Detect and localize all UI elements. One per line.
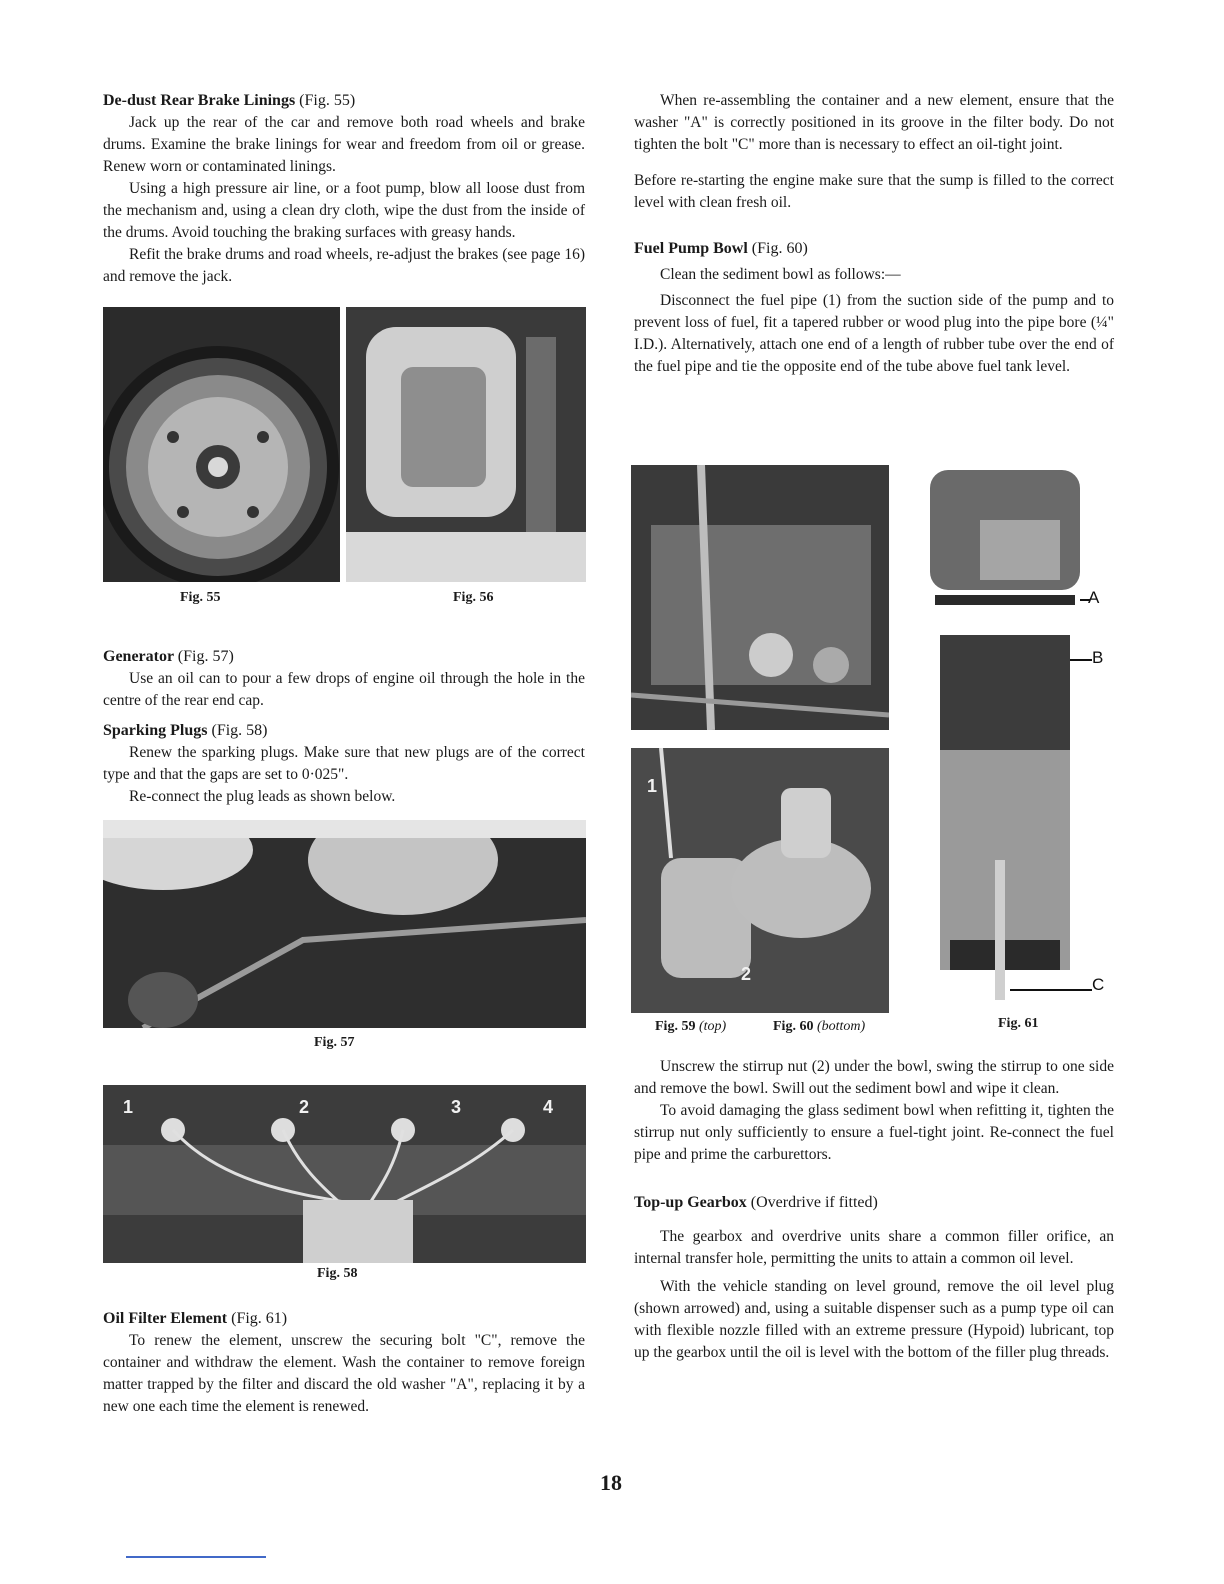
dedust-p3: Refit the brake drums and road wheels, re-adjust the brakes (see page 16) and remove the jack. <box>103 246 585 285</box>
oilfilter-title: Oil Filter Element <box>103 1310 228 1327</box>
dedust-title: De-dust Rear Brake Linings <box>103 92 296 109</box>
generator-illustration <box>103 820 586 1028</box>
fig61-label-c: C <box>1092 975 1105 994</box>
dedust-heading <box>103 90 585 112</box>
fig58-label-2: 2 <box>299 1097 310 1117</box>
fig58-label-3: 3 <box>451 1097 462 1117</box>
fig59-note: (top) <box>698 1019 727 1034</box>
fig55-caption: Fig. 55 <box>180 590 221 605</box>
dedust-p2: Using a high pressure air line, or a foot pump, blow all loose dust from the mechanism and, using a clean dry cloth, wipe the dust from the inside of the drums. Avoid touching the braking surfaces with greasy hands. <box>103 180 585 241</box>
stirrup-p2: To avoid damaging the glass sediment bowl when refitting it, tighten the stirrup nut only sufficiently to ensure a fuel-tight joint. Re-connect the fuel pipe and prime the carburettors. <box>634 1102 1114 1163</box>
plugs-title: Sparking Plugs <box>103 722 208 739</box>
oil-filter-illustration <box>920 460 1110 1020</box>
fig58-label-1: 1 <box>123 1097 134 1117</box>
fig57-caption: Fig. 57 <box>314 1035 355 1050</box>
plugs-p2: Re-connect the plug leads as shown below. <box>129 788 396 805</box>
brake-drum-illustration <box>103 307 340 582</box>
oilfilter-p1: To renew the element, unscrew the securing bolt "C", remove the container and withdraw the element. Wash the container to remove foreign matter trapped by the filter and discard the old washer "A", replacing it by a new one each time the element is renewed. <box>103 1332 585 1415</box>
fig60-label: Fig. 60 <box>773 1019 814 1034</box>
section-reassembly <box>634 90 1114 378</box>
fig60-caption <box>773 1019 865 1035</box>
gearbox-ref: (Overdrive if fitted) <box>750 1194 878 1211</box>
brake-caliper-illustration <box>346 307 586 582</box>
reassembly-p1: When re-assembling the container and a new element, ensure that the washer "A" is correctly positioned in its groove in the filter body. Do not tighten the bolt "C" more than is necessary to effect an oil-tight joint. <box>634 92 1114 153</box>
section-generator <box>103 646 585 808</box>
fig60-photo <box>631 748 889 1013</box>
fig58-caption: Fig. 58 <box>317 1266 358 1281</box>
fuel-pump-illustration <box>631 748 889 1013</box>
plugs-p1: Renew the sparking plugs. Make sure that new plugs are of the correct type and that the gaps are set to 0·025". <box>103 744 585 783</box>
stirrup-p1: Unscrew the stirrup nut (2) under the bowl, swing the stirrup to one side and remove the bowl. Swill out the sediment bowl and wipe it clean. <box>634 1058 1114 1097</box>
gearbox-p1: The gearbox and overdrive units share a common filler orifice, an internal transfer hole, permitting the units to attain a common oil level. <box>634 1228 1114 1267</box>
gearbox-heading <box>634 1192 1114 1214</box>
oilfilter-heading <box>103 1308 585 1330</box>
fuelpump-title: Fuel Pump Bowl <box>634 240 748 257</box>
fig61-diagram <box>920 460 1110 1020</box>
section-stirrup <box>634 1056 1114 1364</box>
fig60-label-1: 1 <box>647 776 658 796</box>
generator-p1: Use an oil can to pour a few drops of engine oil through the hole in the centre of the rear end cap. <box>103 670 585 709</box>
reassembly-p2: Before re-starting the engine make sure that the sump is filled to the correct level with clean fresh oil. <box>634 172 1114 211</box>
fig60-label-2: 2 <box>741 964 752 984</box>
gearbox-title: Top-up Gearbox <box>634 1194 747 1211</box>
dedust-p1: Jack up the rear of the car and remove both road wheels and brake drums. Examine the brake linings for wear and freedom from oil or grease. Renew worn or contaminated linings. <box>103 114 585 175</box>
fig57-photo <box>103 820 586 1028</box>
page-number: 18 <box>600 1470 622 1495</box>
fig59-caption <box>655 1019 726 1035</box>
generator-heading <box>103 646 585 668</box>
fig58-label-4: 4 <box>543 1097 554 1117</box>
fig58-photo <box>103 1085 586 1263</box>
engine-top-illustration <box>631 465 889 730</box>
fig55-photo <box>103 307 340 582</box>
plugs-heading <box>103 720 585 742</box>
spark-plugs-illustration <box>103 1085 586 1263</box>
section-oilfilter <box>103 1308 585 1418</box>
fuelpump-p2: Disconnect the fuel pipe (1) from the suction side of the pump and to prevent loss of fuel, fit a tapered rubber or wood plug into the pipe bore (¼" I.D.). Alternatively, attach one end of a length of rubber tube over the end of the fuel pipe and tie the opposite end of the tube above fuel tank level. <box>634 292 1114 375</box>
plugs-ref: (Fig. 58) <box>211 722 268 739</box>
fig59-label: Fig. 59 <box>655 1019 696 1034</box>
fig61-label-a: A <box>1088 588 1100 607</box>
oilfilter-ref: (Fig. 61) <box>231 1310 288 1327</box>
fuelpump-p1: Clean the sediment bowl as follows:— <box>660 266 901 283</box>
section-dedust <box>103 90 585 288</box>
gearbox-p2: With the vehicle standing on level ground, remove the oil level plug (shown arrowed) and, using a suitable dispenser such as a pump type oil can with flexible nozzle filled with an extreme pressure (Hypoid) lubricant, top up the gearbox until the oil is level with the bottom of the filler plug threads. <box>634 1278 1114 1361</box>
fig60-note: (bottom) <box>816 1019 866 1034</box>
fuelpump-ref: (Fig. 60) <box>751 240 808 257</box>
fuelpump-heading <box>634 238 1114 260</box>
generator-title: Generator <box>103 648 174 665</box>
dedust-ref: (Fig. 55) <box>299 92 356 109</box>
fig56-photo <box>346 307 586 582</box>
fig61-label-b: B <box>1092 648 1104 667</box>
fig59-photo <box>631 465 889 730</box>
footer-rule <box>126 1556 266 1558</box>
fig61-caption: Fig. 61 <box>998 1016 1039 1031</box>
fig56-caption: Fig. 56 <box>453 590 494 605</box>
generator-ref: (Fig. 57) <box>177 648 234 665</box>
